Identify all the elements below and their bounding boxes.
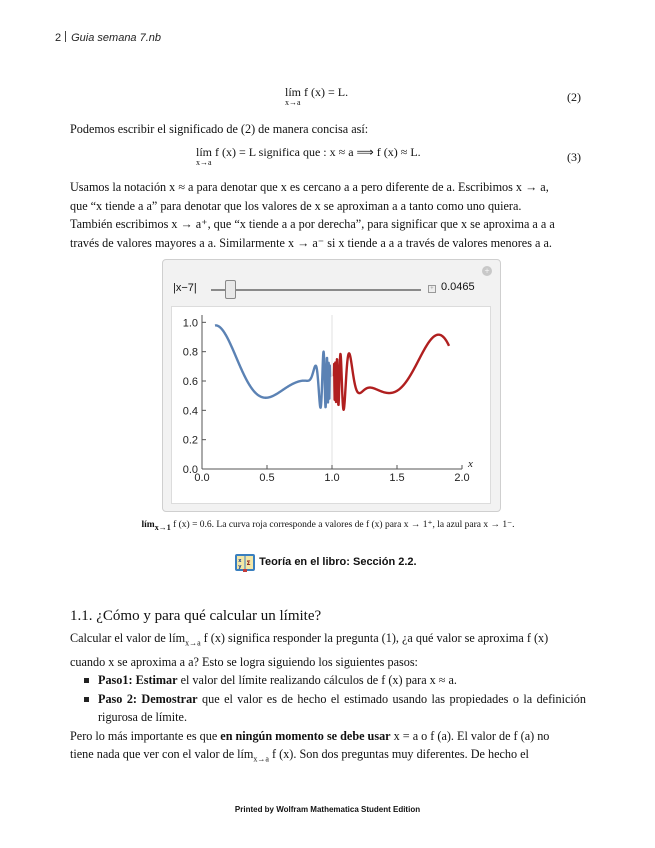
- x-tick-label: 0.0: [194, 472, 210, 484]
- list-item: [98, 671, 586, 690]
- bullet-icon: [84, 697, 89, 702]
- para3-line2-sub: x→a: [253, 754, 269, 764]
- equation-2-subscript: x→a: [285, 98, 301, 107]
- equation-2-text: lím f (x) = L.: [285, 85, 349, 99]
- paragraph-line: través de valores mayores a a. Similarmente x → a⁻ si x tiende a a a través de valores menores a a.: [70, 235, 552, 250]
- y-tick-label: 0.6: [182, 376, 198, 388]
- footer-text: Printed by Wolfram Mathematica Student Edition: [234, 805, 421, 814]
- slider-value: 0.0465: [441, 281, 475, 293]
- notebook-title: Guia semana 7.nb: [71, 32, 162, 44]
- paragraph-line: que “x tiende a a” para denotar que los valores de x se aproximan a a tanto como uno quiera.: [70, 198, 522, 213]
- svg-text:x: x: [238, 558, 242, 564]
- chart-caption: [108, 519, 548, 532]
- paragraph-line: También escribimos x → a⁺, que “x tiende a a por derecha”, para significar que x se aproxima a a a: [70, 217, 555, 231]
- bullet-icon: [84, 678, 89, 683]
- x-tick-label: 2.0: [454, 472, 470, 484]
- options-plus-icon[interactable]: +: [482, 266, 492, 276]
- x-tick-label: 0.5: [259, 472, 275, 484]
- para2-start: Calcular el valor de lím: [70, 631, 186, 645]
- caption-lim: lím: [141, 520, 155, 530]
- y-tick-label: 0.4: [182, 405, 198, 418]
- slider-track[interactable]: [211, 289, 421, 291]
- para3-bold: en ningún momento se debe usar: [220, 728, 391, 743]
- x-tick-label: 1.5: [389, 472, 405, 484]
- equation-3-subscript: x→a: [196, 158, 212, 167]
- paragraph-line: Usamos la notación x ≈ a para denotar que x es cercano a a pero diferente de a. Escribimos x → a,: [70, 180, 549, 194]
- svg-text:y: y: [238, 564, 242, 570]
- y-tick-label: 0.0: [182, 464, 198, 476]
- paragraph-line: [70, 745, 586, 769]
- book-link-label[interactable]: Teoría en el libro: Sección 2.2.: [259, 555, 417, 568]
- limit-chart: [172, 307, 490, 503]
- book-icon: [234, 551, 256, 573]
- equation-3-number: (3): [567, 150, 581, 164]
- book-link[interactable]: [234, 551, 417, 573]
- svg-text:Σ: Σ: [246, 560, 251, 567]
- slider-expand-icon[interactable]: +: [428, 285, 436, 293]
- page-number: 2: [55, 32, 62, 44]
- list-item: [98, 690, 586, 727]
- page-header: [55, 31, 161, 44]
- plot-area: [171, 306, 491, 504]
- paragraph-line: [70, 727, 586, 746]
- slider-label: |x−7|: [173, 282, 197, 294]
- y-tick-label: 0.2: [182, 434, 198, 447]
- procedure-paragraph: [70, 629, 586, 769]
- caption-rest: f (x) = 0.6. La curva roja corresponde a valores de f (x) para x → 1⁺, la azul para x → 1⁻.: [173, 520, 515, 530]
- section-title: 1.1. ¿Cómo y para qué calcular un límite?: [70, 608, 322, 624]
- step-1-bold: Paso1: Estimar: [98, 673, 178, 688]
- paragraph-line: [70, 629, 586, 653]
- para3-mid: x = a o f (a). El valor de f (a) no: [390, 728, 550, 743]
- left-series-line: [215, 325, 330, 407]
- x-tick-label: 1.0: [324, 472, 340, 484]
- step-2-rest: que el valor es de hecho el estimado usando las propiedades o la definición rigurosa de límite.: [98, 691, 586, 725]
- paragraph-line: cuando x se aproxima a a? Esto se logra siguiendo los siguientes pasos:: [70, 654, 418, 669]
- para3-line2-pre: tiene nada que ver con el valor de lím: [70, 747, 254, 762]
- right-series-line: [334, 335, 449, 410]
- caption-sub: x→1: [154, 522, 171, 532]
- slider-thumb[interactable]: [225, 280, 236, 299]
- step-2-bold: Paso 2: Demostrar: [98, 691, 198, 706]
- steps-list: [70, 671, 586, 727]
- para3-pre: Pero lo más importante es que: [70, 728, 221, 743]
- notation-paragraph: [70, 178, 586, 252]
- para2-mid: f (x) significa responder la pregunta (1), ¿a qué valor se aproxima f (x): [200, 631, 549, 645]
- y-tick-label: 0.8: [182, 346, 198, 359]
- equation-2-number: (2): [567, 90, 581, 104]
- step-1-rest: el valor del límite realizando cálculos de f (x) para x ≈ a.: [177, 673, 457, 688]
- para2-sub: x→a: [185, 638, 201, 648]
- header-divider: [65, 31, 66, 42]
- manipulate-panel: [162, 259, 501, 512]
- intro-text: Podemos escribir el significado de (2) de manera concisa así:: [70, 122, 369, 136]
- equation-3-text: lím f (x) = L significa que : x ≈ a ⟹ f (x) ≈ L.: [196, 145, 421, 159]
- para3-line2-post: f (x). Son dos preguntas muy diferentes. De hecho el: [268, 747, 529, 762]
- equation-3: [196, 145, 421, 160]
- x-axis-label: x: [468, 458, 473, 470]
- y-tick-label: 1.0: [182, 317, 198, 330]
